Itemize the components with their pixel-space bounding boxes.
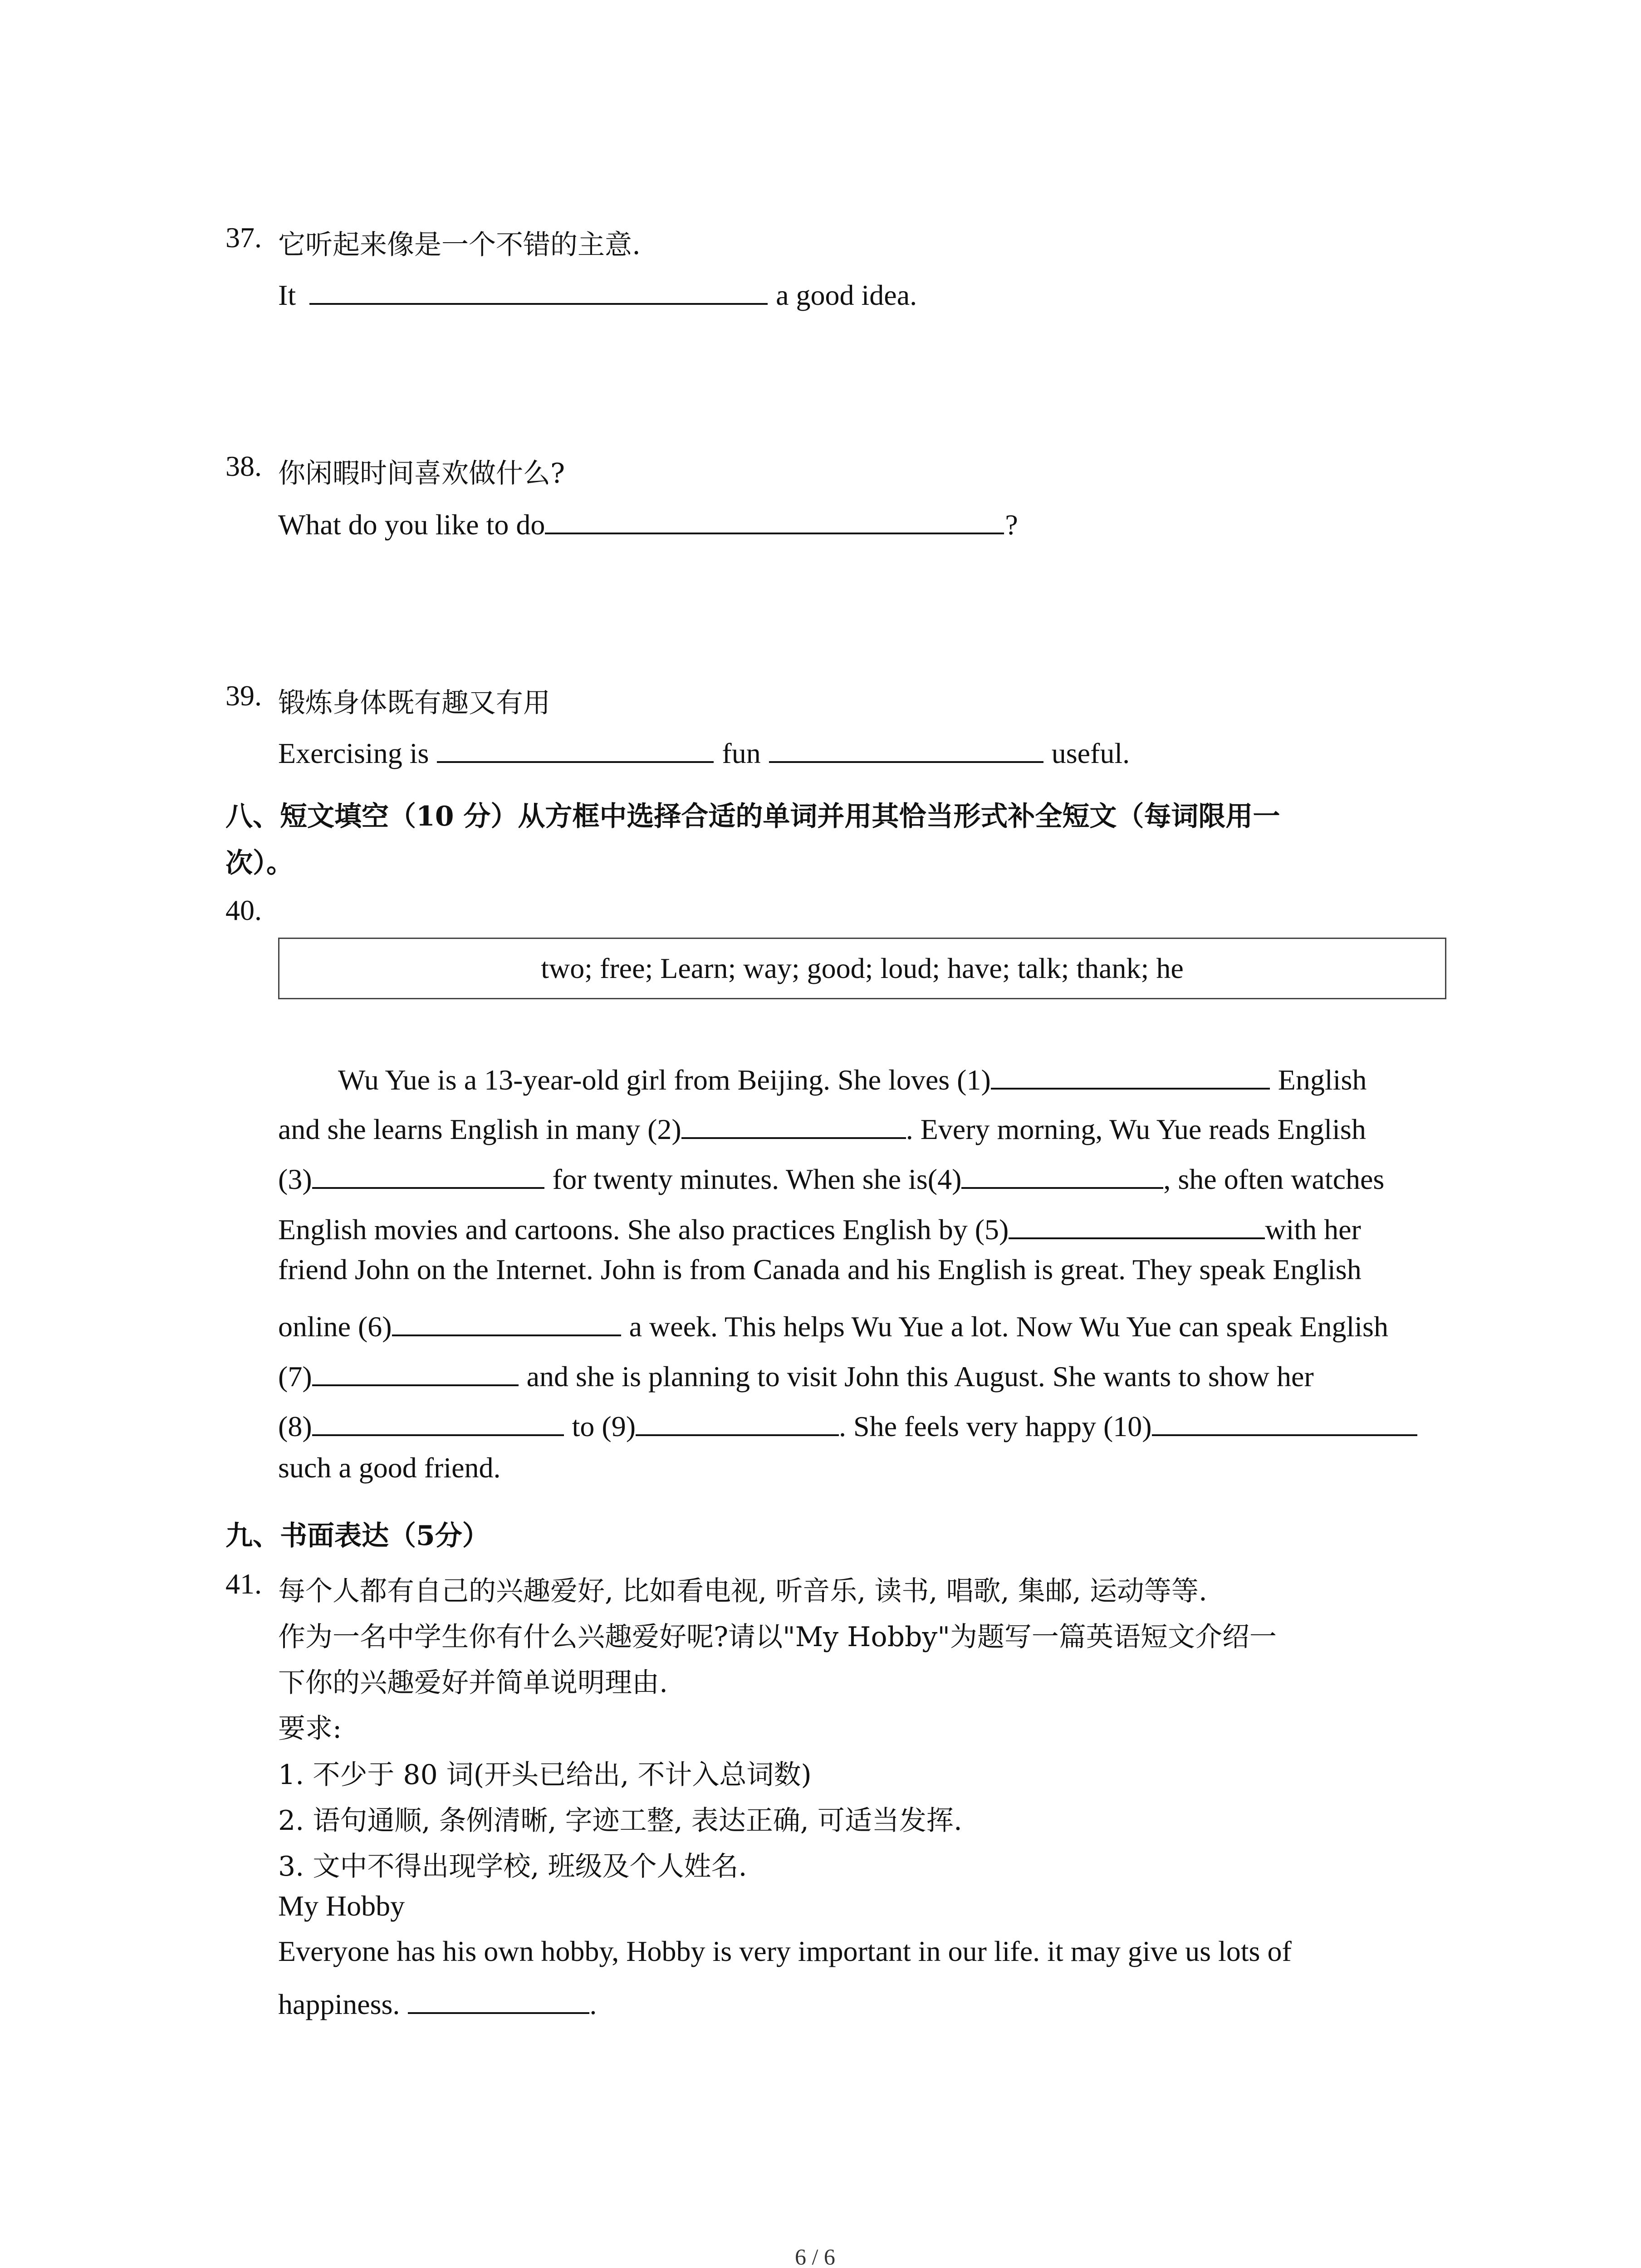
passage-text: a week. This helps Wu Yue a lot. Now Wu Yue can speak English xyxy=(629,1310,1388,1343)
passage-text: and she learns English in many (2) xyxy=(278,1113,681,1145)
passage-line-6 xyxy=(278,1305,1388,1341)
blank-2[interactable] xyxy=(681,1108,906,1139)
section-8-heading: 八、短文填空（10 分）从方框中选择合适的单词并用其恰当形式补全短文（每词限用一 xyxy=(225,801,1280,832)
passage-line-8 xyxy=(278,1405,1417,1441)
blank-9[interactable] xyxy=(636,1405,839,1436)
passage-text: English xyxy=(1278,1064,1367,1096)
passage-text: (8) xyxy=(278,1410,312,1442)
essay-opening-line-2 xyxy=(278,1983,597,2019)
q39-mid: fun xyxy=(722,737,761,769)
q39-post: useful. xyxy=(1051,737,1130,769)
question-41-number: 41. xyxy=(225,1568,262,1600)
section-8-heading-cont: 次）。 xyxy=(225,847,294,879)
q39-pre: Exercising is xyxy=(278,737,429,769)
q37-pre: It xyxy=(278,279,296,311)
period: . xyxy=(589,1988,597,2020)
blank-3[interactable] xyxy=(312,1158,544,1189)
answer-blank[interactable] xyxy=(309,274,768,305)
passage-text: (3) xyxy=(278,1163,312,1195)
question-38-prompt: 你闲暇时间喜欢做什么? xyxy=(278,458,565,489)
passage-line-3 xyxy=(278,1158,1384,1194)
question-39-prompt: 锻炼身体既有趣又有用 xyxy=(278,687,550,719)
answer-blank[interactable] xyxy=(437,732,714,763)
question-39-sentence xyxy=(278,732,1130,768)
essay-opening-line-1: Everyone has his own hobby, Hobby is very important in our life. it may give us lots of xyxy=(278,1935,1292,1967)
passage-line-9: such a good friend. xyxy=(278,1452,501,1484)
passage-text: and she is planning to visit John this August. She wants to show her xyxy=(526,1360,1314,1393)
passage-text: , she often watches xyxy=(1163,1163,1385,1195)
essay-blank[interactable] xyxy=(408,1983,589,2014)
section-9-heading: 九、书面表达（5分） xyxy=(225,1520,490,1552)
requirement-2: 2. 语句通顺, 条例清晰, 字迹工整, 表达正确, 可适当发挥. xyxy=(278,1805,962,1837)
essay-title: My Hobby xyxy=(278,1890,405,1922)
passage-text: for twenty minutes. When she is(4) xyxy=(552,1163,962,1195)
passage-line-7 xyxy=(278,1355,1314,1391)
question-39-number: 39. xyxy=(225,679,262,712)
blank-5[interactable] xyxy=(1009,1208,1265,1239)
question-37-sentence xyxy=(278,274,917,310)
passage-text: . She feels very happy (10) xyxy=(839,1410,1152,1442)
question-37-prompt: 它听起来像是一个不错的主意. xyxy=(278,229,641,261)
answer-blank[interactable] xyxy=(545,503,1004,534)
question-41-line-1: 每个人都有自己的兴趣爱好, 比如看电视, 听音乐, 读书, 唱歌, 集邮, 运动等等. xyxy=(278,1575,1207,1607)
question-40-number: 40. xyxy=(225,894,262,926)
question-38-number: 38. xyxy=(225,450,262,482)
question-37-number: 37. xyxy=(225,221,262,254)
passage-line-2 xyxy=(278,1108,1366,1144)
q37-post: a good idea. xyxy=(776,279,917,311)
passage-text: online (6) xyxy=(278,1310,392,1343)
question-41-line-3: 下你的兴趣爱好并简单说明理由. xyxy=(278,1667,668,1699)
question-38-sentence xyxy=(278,503,1018,539)
requirements-label: 要求: xyxy=(278,1713,342,1745)
page-number: 6 / 6 xyxy=(795,2244,835,2268)
passage-line-4 xyxy=(278,1208,1361,1244)
requirement-3: 3. 文中不得出现学校, 班级及个人姓名. xyxy=(278,1851,747,1882)
word-bank-text: two; free; Learn; way; good; loud; have; talk; thank; he xyxy=(541,952,1184,984)
passage-text: Wu Yue is a 13-year-old girl from Beijing. She loves (1) xyxy=(338,1064,991,1096)
q38-pre: What do you like to do xyxy=(278,508,545,541)
blank-8[interactable] xyxy=(312,1405,564,1436)
word-bank-box xyxy=(278,938,1446,999)
question-41-line-2: 作为一名中学生你有什么兴趣爱好呢?请以"My Hobby"为题写一篇英语短文介绍一 xyxy=(278,1621,1277,1653)
passage-text: (7) xyxy=(278,1360,312,1393)
passage-text: happiness. xyxy=(278,1988,400,2020)
blank-7[interactable] xyxy=(312,1355,519,1386)
passage-text: with her xyxy=(1265,1213,1361,1246)
passage-line-1 xyxy=(338,1059,1367,1095)
blank-1[interactable] xyxy=(991,1059,1270,1090)
blank-4[interactable] xyxy=(961,1158,1163,1189)
passage-text: English movies and cartoons. She also practices English by (5) xyxy=(278,1213,1009,1246)
passage-text: to (9) xyxy=(572,1410,636,1442)
blank-6[interactable] xyxy=(392,1305,621,1336)
blank-10[interactable] xyxy=(1152,1405,1417,1436)
passage-line-5: friend John on the Internet. John is from Canada and his English is great. They speak English xyxy=(278,1253,1362,1286)
passage-text: . Every morning, Wu Yue reads English xyxy=(906,1113,1366,1145)
requirement-1: 1. 不少于 80 词(开头已给出, 不计入总词数) xyxy=(278,1759,812,1791)
q38-post: ? xyxy=(1005,508,1018,541)
answer-blank[interactable] xyxy=(769,732,1043,763)
